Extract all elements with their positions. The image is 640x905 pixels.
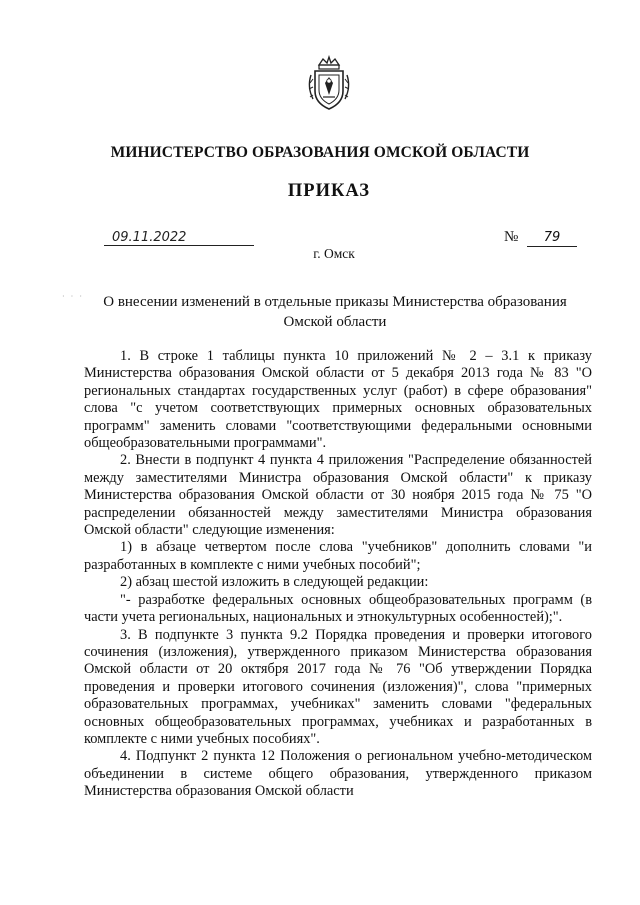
paragraph-3: 3. В подпункте 3 пункта 9.2 Порядка проведения и проверки итогового сочинения (изложения), утвержденного приказом Министерства образования Омской области от 20 октября 2017 года № 76 "Об утверждении Порядка проведения и проверки итогового сочинения (изложения)", слова "примерных образовательных программах, учебниках" заменить словами "федеральных основных общеобразовательных программах, учебниках и разработанных в комплекте с ними учебных пособиях".: [84, 626, 592, 747]
ministry-title: МИНИСТЕРСТВО ОБРАЗОВАНИЯ ОМСКОЙ ОБЛАСТИ: [110, 144, 530, 161]
scan-mark: · · ·: [62, 292, 84, 301]
order-number-label: №: [504, 229, 519, 245]
order-city: г. Омск: [313, 246, 355, 261]
order-subject: [95, 292, 575, 332]
paragraph-4: 4. Подпункт 2 пункта 12 Положения о региональном учебно-методическом объединении в системе общего образования, утвержденного приказом Министерства образования Омской области: [84, 748, 592, 800]
coat-of-arms-emblem: [305, 55, 353, 113]
order-body: [84, 348, 592, 801]
document-type: ПРИКАЗ: [287, 181, 371, 201]
subject-line-1: О внесении изменений в отдельные приказы Министерства образования: [103, 294, 567, 310]
paragraph-2-2: 2) абзац шестой изложить в следующей редакции:: [120, 574, 429, 591]
paragraph-2: 2. Внести в подпункт 4 пункта 4 приложения "Распределение обязанностей между заместителями Министра образования Омской области" к приказу Министерства образования Омской области от 30 ноября 2015 года № 75 "О распределении обязанностей между заместителями Министра образования Омской области" следующие изменения:: [84, 452, 592, 539]
paragraph-2-1: 1) в абзаце четвертом после слова "учебников" дополнить словами "и разработанных в комплекте с ними учебных пособий";: [84, 539, 592, 573]
paragraph-1: 1. В строке 1 таблицы пункта 10 приложений № 2 – 3.1 к приказу Министерства образования Омской области от 5 декабря 2013 года № 83 "О региональных стандартах государственных услуг (работ) в сфере образования" слова "с учетом соответствующих примерных основных образовательных программ" заменить словами "соответствующими федеральными основными общеобразовательными программами".: [84, 348, 592, 452]
paragraph-2-2-text: "- разработке федеральных основных общеобразовательных программ (в части учета региональных, национальных и этнокультурных особенностей);".: [84, 591, 592, 626]
order-number: 79: [527, 230, 577, 247]
subject-line-2: Омской области: [283, 314, 387, 330]
order-date: 09.11.2022: [104, 230, 254, 246]
